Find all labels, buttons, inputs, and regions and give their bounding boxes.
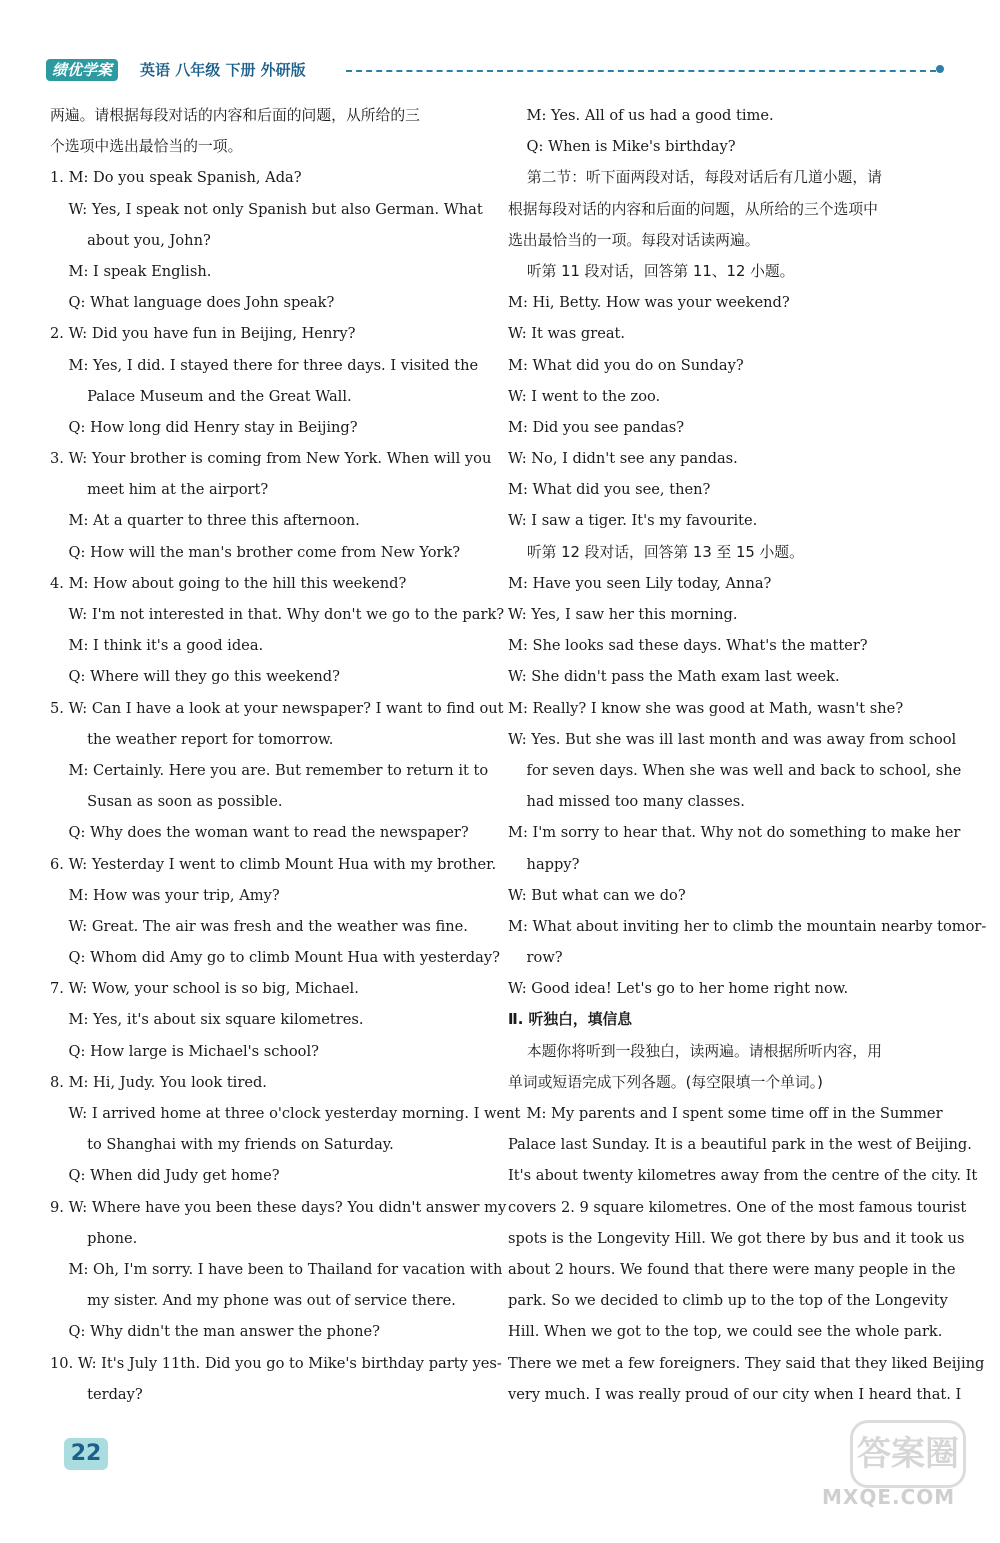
text-line: 7. W: Wow, your school is so big, Michael. (50, 980, 359, 998)
text-line: M: I think it's a good idea. (50, 637, 264, 655)
text-line: Q: Why didn't the man answer the phone? (50, 1323, 380, 1341)
text-line: Palace Museum and the Great Wall. (50, 387, 352, 405)
left-column (50, 100, 521, 1410)
text-line: 3. W: Your brother is coming from New York. When will you (50, 450, 492, 468)
text-line: There we met a few foreigners. They said that they liked Beijing (508, 1354, 985, 1372)
book-logo: 绩优学案 (46, 59, 118, 81)
text-line: 5. W: Can I have a look at your newspaper? I want to find out (50, 699, 504, 717)
watermark-logo: 答案圈 (850, 1420, 966, 1488)
text-line: 两遍。请根据每段对话的内容和后面的问题，从所给的三 (50, 107, 420, 124)
text-line: Q: When did Judy get home? (50, 1167, 280, 1185)
text-line: the weather report for tomorrow. (50, 730, 334, 748)
text-line: 单词或短语完成下列各题。(每空限填一个单词。) (508, 1073, 823, 1091)
text-line: M: I speak English. (50, 262, 212, 280)
text-line: M: She looks sad these days. What's the matter? (508, 637, 868, 655)
text-line: park. So we decided to climb up to the top of the Longevity (508, 1292, 948, 1310)
text-line: 根据每段对话的内容和后面的问题，从所给的三个选项中 (508, 200, 878, 218)
right-column (508, 100, 987, 1410)
text-line: about you, John? (50, 231, 211, 249)
watermark-site: MXQE.COM (822, 1485, 956, 1509)
text-line: M: My parents and I spent some time off in the Summer (508, 1105, 943, 1122)
text-line: M: At a quarter to three this afternoon. (50, 512, 360, 530)
text-line: W: It was great. (508, 325, 626, 343)
header-divider-dot (936, 65, 944, 73)
text-line: Q: How large is Michael's school? (50, 1042, 319, 1060)
text-line: W: No, I didn't see any pandas. (508, 450, 738, 468)
text-line: 4. M: How about going to the hill this weekend? (50, 574, 407, 592)
text-line: 个选项中选出最恰当的一项。 (50, 138, 243, 156)
text-line: meet him at the airport? (50, 481, 269, 499)
text-line: M: What about inviting her to climb the mountain nearby tomor- (508, 917, 987, 935)
text-line: W: But what can we do? (508, 886, 686, 904)
text-line: my sister. And my phone was out of service there. (50, 1292, 456, 1310)
text-line: Q: Whom did Amy go to climb Mount Hua with yesterday? (50, 949, 500, 967)
text-line: It's about twenty kilometres away from the centre of the city. It (508, 1167, 978, 1185)
text-line: M: Hi, Betty. How was your weekend? (508, 294, 790, 312)
text-line: M: What did you see, then? (508, 481, 711, 499)
text-line: W: Yes, I speak not only Spanish but also German. What (50, 200, 483, 218)
text-line: covers 2. 9 square kilometres. One of the most famous tourist (508, 1198, 967, 1216)
text-line: spots is the Longevity Hill. We got there by bus and it took us (508, 1229, 965, 1247)
text-line: W: Yes. But she was ill last month and was away from school (508, 730, 957, 748)
text-line: M: Really? I know she was good at Math, wasn't she? (508, 699, 904, 717)
text-line: W: I'm not interested in that. Why don't we go to the park? (50, 606, 505, 623)
text-line: 本题你将听到一段独白，读两遍。请根据所听内容，用 (508, 1042, 882, 1060)
text-line: phone. (50, 1229, 138, 1247)
text-line: Ⅱ. 听独白，填信息 (508, 1011, 633, 1029)
text-line: Hill. When we got to the top, we could see the whole park. (508, 1323, 943, 1341)
text-line: 选出最恰当的一项。每段对话读两遍。 (508, 231, 760, 249)
text-line: Susan as soon as possible. (50, 793, 283, 811)
text-line: M: How was your trip, Amy? (50, 886, 280, 904)
text-line: 9. W: Where have you been these days? You didn't answer my (50, 1198, 507, 1216)
text-line: M: I'm sorry to hear that. Why not do something to make her (508, 824, 961, 842)
text-line: 听第 12 段对话，回答第 13 至 15 小题。 (508, 543, 804, 561)
text-line: had missed too many classes. (508, 793, 745, 811)
text-line: Palace last Sunday. It is a beautiful park in the west of Beijing. (508, 1136, 972, 1154)
text-line: very much. I was really proud of our city when I heard that. I (508, 1385, 962, 1403)
text-line: M: Certainly. Here you are. But remember to return it to (50, 761, 489, 779)
text-line: about 2 hours. We found that there were many people in the (508, 1260, 956, 1278)
page-number: 22 (64, 1438, 108, 1470)
text-line: M: Yes, it's about six square kilometres. (50, 1011, 364, 1029)
text-line: 10. W: It's July 11th. Did you go to Mike's birthday party yes- (50, 1354, 502, 1372)
header-divider (346, 70, 936, 72)
text-line: M: What did you do on Sunday? (508, 356, 744, 374)
text-line: happy? (508, 855, 580, 873)
text-line: W: Good idea! Let's go to her home right now. (508, 980, 849, 998)
text-line: Q: Why does the woman want to read the newspaper? (50, 824, 469, 842)
text-line: W: Yes, I saw her this morning. (508, 606, 738, 623)
text-line: M: Oh, I'm sorry. I have been to Thailand for vacation with (50, 1260, 503, 1278)
text-line: W: She didn't pass the Math exam last week. (508, 668, 840, 686)
text-line: W: I went to the zoo. (508, 387, 661, 405)
text-line: row? (508, 949, 563, 967)
text-line: W: I saw a tiger. It's my favourite. (508, 512, 758, 530)
text-line: M: Yes. All of us had a good time. (508, 107, 774, 124)
text-line: 8. M: Hi, Judy. You look tired. (50, 1073, 267, 1091)
text-line: M: Yes, I did. I stayed there for three days. I visited the (50, 356, 479, 374)
text-line: 2. W: Did you have fun in Beijing, Henry? (50, 325, 356, 343)
text-line: M: Have you seen Lily today, Anna? (508, 574, 772, 592)
text-line: 听第 11 段对话，回答第 11、12 小题。 (508, 262, 795, 280)
text-line: Q: How will the man's brother come from New York? (50, 543, 461, 561)
text-line: W: I arrived home at three o'clock yesterday morning. I went (50, 1105, 521, 1122)
text-line: 6. W: Yesterday I went to climb Mount Hua with my brother. (50, 855, 497, 873)
text-line: Q: When is Mike's birthday? (508, 138, 736, 156)
book-subtitle: 英语 八年级 下册 外研版 (140, 61, 306, 79)
text-line: Q: How long did Henry stay in Beijing? (50, 418, 358, 436)
text-line: 1. M: Do you speak Spanish, Ada? (50, 169, 302, 187)
page-header (46, 57, 946, 85)
text-line: Q: Where will they go this weekend? (50, 668, 340, 686)
text-line: W: Great. The air was fresh and the weather was fine. (50, 917, 468, 935)
text-line: Q: What language does John speak? (50, 294, 335, 312)
text-line: 第二节：听下面两段对话，每段对话后有几道小题，请 (508, 169, 882, 187)
text-line: to Shanghai with my friends on Saturday. (50, 1136, 394, 1154)
text-line: for seven days. When she was well and back to school, she (508, 761, 962, 779)
text-line: M: Did you see pandas? (508, 418, 685, 436)
text-line: terday? (50, 1385, 143, 1403)
